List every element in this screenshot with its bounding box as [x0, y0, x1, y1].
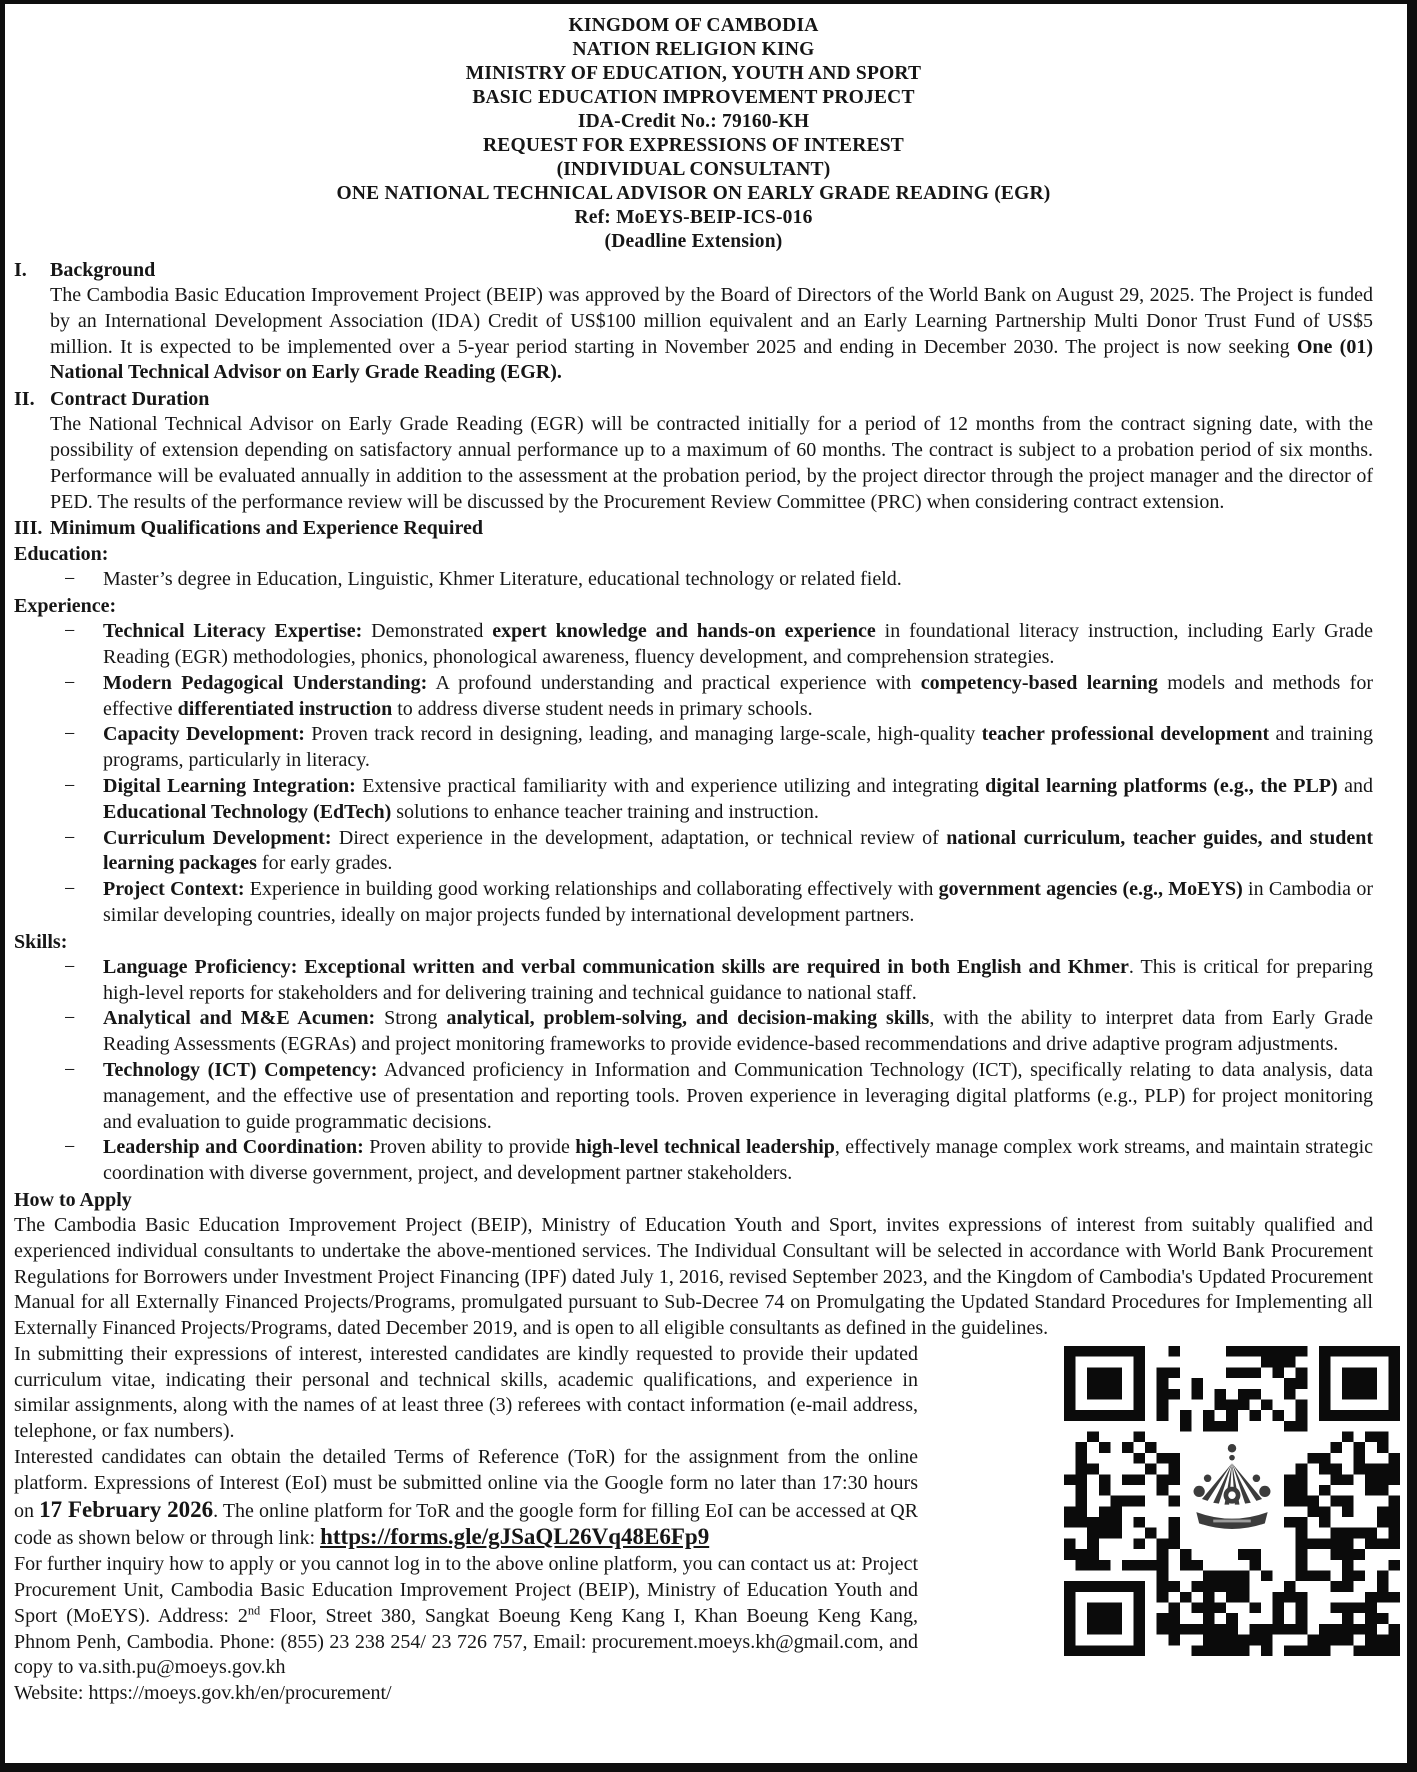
- header-line-ref: Ref: MoEYS-BEIP-ICS-016: [574, 207, 813, 228]
- experience-item-curriculum: Curriculum Development: Direct experience in the development, adaptation, or technical review of national curriculum, teacher guides, and student learning packages for early grades.: [103, 826, 1373, 875]
- header-line-position: ONE NATIONAL TECHNICAL ADVISOR ON EARLY GRADE READING (EGR): [336, 183, 1051, 204]
- experience-label: Experience:: [14, 595, 117, 618]
- list-item: [14, 774, 1373, 826]
- experience-item-digital-learning: Digital Learning Integration: Extensive practical familiarity with and experience utilizing and integrating digital learning platforms (e.g., the PLP) and Educational Technology (EdTech) solutions to enhance teacher training and instruction.: [103, 774, 1373, 823]
- bullet-dash: −: [64, 1136, 76, 1159]
- bullet-dash: −: [64, 955, 76, 978]
- list-item: [14, 567, 1373, 593]
- header-line-ministry: MINISTRY OF EDUCATION, YOUTH AND SPORT: [465, 63, 922, 84]
- apply-paragraph-submission: In submitting their expressions of interest, interested candidates are kindly requested to provide their updated curriculum vitae, indicating their personal and technical skills, academic qualifications, and experience in similar assignments, along with the names of at least three (3) referees with contact information (e-mail address, telephone, or fax numbers).: [14, 1342, 918, 1443]
- bullet-dash: −: [64, 878, 76, 901]
- experience-item-technical-literacy: Technical Literacy Expertise: Demonstrated expert knowledge and hands-on experience in foundational literacy instruction, including Early Grade Reading (EGR) methodologies, phonics, phonological awareness, fluency development, and comprehension strategies.: [103, 620, 1373, 668]
- section-title: Background: [50, 259, 156, 281]
- section-number: II.: [14, 388, 35, 411]
- bullet-dash: −: [64, 620, 76, 643]
- section-background: [14, 257, 1373, 386]
- section-title: Minimum Qualifications and Experience Required: [50, 517, 483, 540]
- list-item: [14, 722, 1373, 774]
- header-line-consultant-type: (INDIVIDUAL CONSULTANT): [556, 159, 831, 180]
- section-number: III.: [14, 517, 43, 540]
- bullet-dash: −: [64, 671, 76, 694]
- apply-paragraph-contact: For further inquiry how to apply or you cannot log in to the above online platform, you can contact us at: Project Procurement Unit, Cambodia Basic Education Improvement Project (BEIP), Ministry of Education Youth and Sport (MoEYS). Address: 2nd Floor, Street 380, Sangkat Boeung Keng Kang I, Khan Boeung Keng Kang, Phnom Penh, Cambodia. Phone: (855) 23 238 254/ 23 726 757, Email: procurement.moeys.kh@gmail.com, and copy to va.sith.pu@moeys.gov.kh: [14, 1553, 918, 1679]
- eoi-form-link[interactable]: https://forms.gle/gJSaQL26Vq48E6Fp9: [320, 1524, 710, 1550]
- experience-item-pedagogical: Modern Pedagogical Understanding: A profound understanding and practical experience with competency-based learning models and methods for effective differentiated instruction to address diverse student needs in primary schools.: [103, 671, 1373, 720]
- list-item: [14, 619, 1373, 671]
- list-item: [14, 826, 1373, 878]
- apply-paragraph-website: Website: https://moeys.gov.kh/en/procurement/: [14, 1682, 392, 1705]
- header-line-request-title: REQUEST FOR EXPRESSIONS OF INTEREST: [483, 135, 904, 156]
- background-paragraph: The Cambodia Basic Education Improvement Project (BEIP) was approved by the Board of Directors of the World Bank on August 29, 2025. The Project is funded by an International Development Association (IDA) Credit of US$100 million equivalent and an Early Learning Partnership Multi Donor Trust Fund of US$5 million. It is expected to be implemented over a 5-year period starting in November 2025 and ending in December 2030. The project is now seeking One (01) National Technical Advisor on Early Grade Reading (EGR).: [50, 284, 1373, 384]
- section-title: Contract Duration: [50, 388, 210, 411]
- education-item: Master’s degree in Education, Linguistic, Khmer Literature, educational technology or related field.: [103, 568, 902, 591]
- bullet-dash: −: [64, 723, 76, 746]
- experience-item-capacity: Capacity Development: Proven track record in designing, leading, and managing large-scale, high-quality teacher professional development and training programs, particularly in literacy.: [103, 723, 1373, 772]
- header-line-project: BASIC EDUCATION IMPROVEMENT PROJECT: [472, 87, 915, 108]
- skills-item-analytical: Analytical and M&E Acumen: Strong analytical, problem-solving, and decision-making skills, with the ability to interpret data from Early Grade Reading Assessments (EGRAs) and project monitoring frameworks to provide evidence-based recommendations and drive adaptive program adjustments.: [103, 1007, 1374, 1056]
- list-item: [14, 1135, 1373, 1187]
- qr-code: [1064, 1346, 1400, 1656]
- skills-item-technology: Technology (ICT) Competency: Advanced proficiency in Information and Communication Technology (ICT), specifically relating to data analysis, data management, and the effective use of presentation and reporting tools. Proven experience in leveraging digital platforms (e.g., PLP) for project monitoring and evaluation to guide programmatic decisions.: [103, 1058, 1373, 1133]
- section-contract-heading: [14, 386, 1373, 412]
- header-line-credit-no: IDA-Credit No.: 79160-KH: [577, 111, 810, 132]
- skills-label: Skills:: [14, 930, 68, 953]
- bullet-dash: −: [64, 774, 76, 797]
- experience-item-project-context: Project Context: Experience in building good working relationships and collaborating effectively with government agencies (e.g., MoEYS) in Cambodia or similar developing countries, ideally on major projects funded by international development partners.: [103, 878, 1373, 926]
- bullet-dash: −: [64, 1007, 76, 1030]
- list-item: [14, 1058, 1373, 1135]
- section-qualifications-heading: [14, 515, 1373, 541]
- education-label: Education:: [14, 543, 109, 566]
- list-item: [14, 955, 1373, 1007]
- header-line-kingdom: KINGDOM OF CAMBODIA: [568, 15, 819, 36]
- header-line-motto: NATION RELIGION KING: [572, 39, 815, 60]
- bullet-dash: −: [64, 568, 76, 591]
- apply-paragraph-deadline: Interested candidates can obtain the detailed Terms of Reference (ToR) for the assignment from the online platform. Expressions of Interest (EoI) must be submitted online via the Google form no later than 17:30 hours on 17 February 2026. The online platform for ToR and the google form for filling EoI can be accessed at QR code as shown below or through link: https://forms.gle/gJSaQL26Vq48E6Fp9: [14, 1446, 919, 1550]
- document-header: [14, 14, 1373, 254]
- bullet-dash: −: [64, 826, 76, 849]
- section-background-heading: [14, 257, 1373, 283]
- skills-item-leadership: Leadership and Coordination: Proven ability to provide high-level technical leadership, effectively manage complex work streams, and maintain strategic coordination with diverse government, project, and development partner stakeholders.: [103, 1136, 1373, 1185]
- list-item: [14, 1006, 1373, 1058]
- list-item: [14, 671, 1373, 723]
- section-qualifications: [14, 515, 1373, 1187]
- section-contract-duration: [14, 386, 1373, 515]
- how-to-apply-heading: How to Apply: [14, 1188, 132, 1211]
- qr-code-block: [928, 1342, 1373, 1690]
- skills-item-language: Language Proficiency: Exceptional written and verbal communication skills are required in both English and Khmer. This is critical for preparing high-level reports for stakeholders and for delivering training and technical guidance to national staff.: [103, 955, 1373, 1004]
- contract-paragraph: The National Technical Advisor on Early Grade Reading (EGR) will be contracted initially for a period of 12 months from the contract signing date, with the possibility of extension depending on satisfactory annual performance up to a maximum of 60 months. The contract is subject to a probation period of six months. Performance will be evaluated annually in addition to the assessment at the probation period, by the project director through the project manager and the director of PED. The results of the performance review will be discussed by the Procurement Review Committee (PRC) when considering contract extension.: [50, 413, 1373, 513]
- bullet-dash: −: [64, 1058, 76, 1081]
- header-line-deadline-extension: (Deadline Extension): [604, 231, 783, 252]
- apply-paragraph-selection: The Cambodia Basic Education Improvement Project (BEIP), Ministry of Education Youth and Sport, invites expressions of interest from suitably qualified and experienced individual consultants to undertake the above-mentioned services. The Individual Consultant will be selected in accordance with World Bank Procurement Regulations for Borrowers under Investment Project Financing (IPF) dated July 1, 2016, revised September 2023, and the Kingdom of Cambodia's Updated Procurement Manual for all Externally Financed Projects/Programs, promulgated pursuant to Sub-Decree 74 on Promulgating the Updated Standard Procedures for Implementing all Externally Financed Projects/Programs, dated December 2019, and is open to all eligible consultants as defined in the guidelines.: [14, 1213, 1373, 1340]
- section-number: I.: [14, 259, 27, 281]
- section-how-to-apply: [14, 1187, 1373, 1707]
- list-item: [14, 877, 1373, 929]
